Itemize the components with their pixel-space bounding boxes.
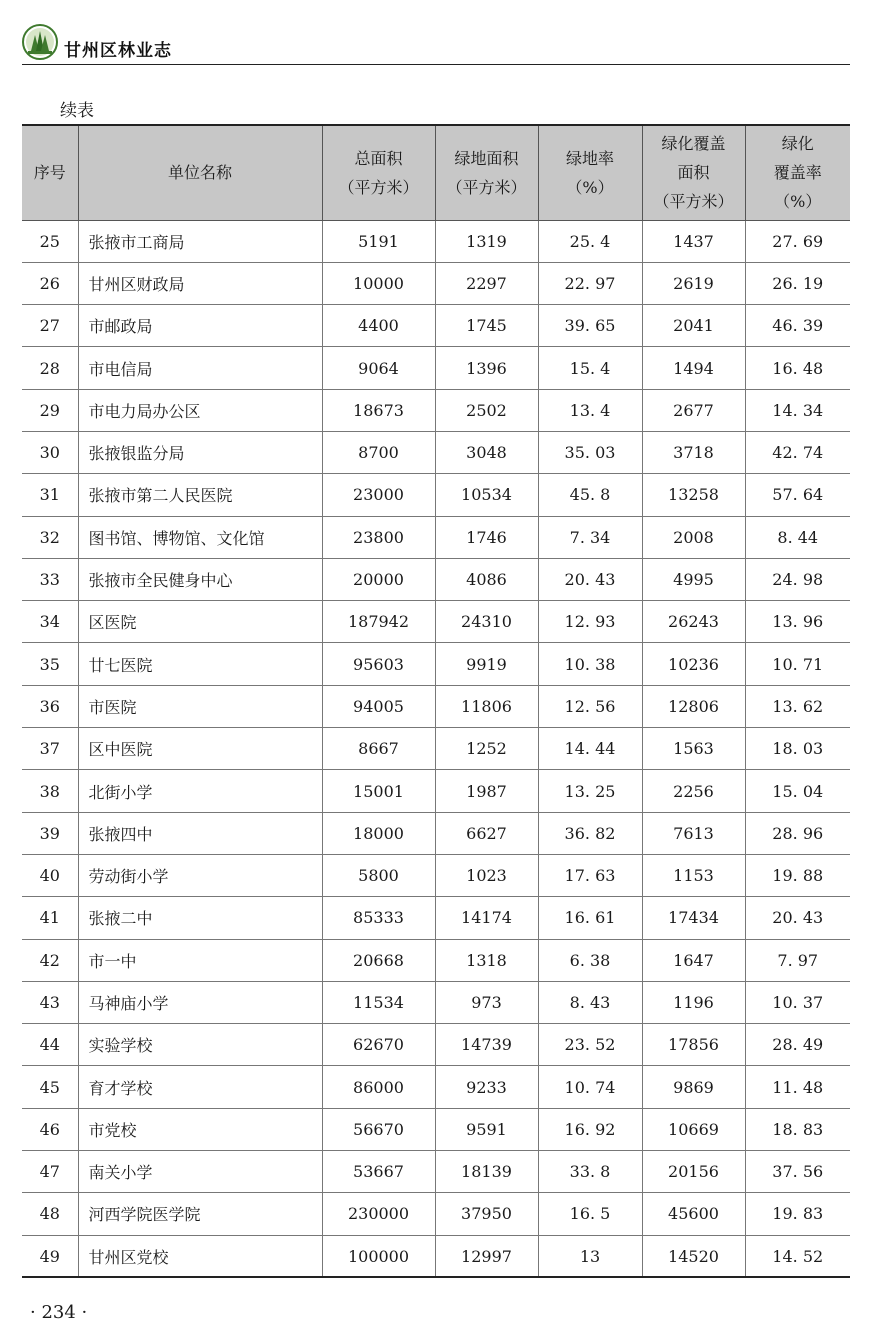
table-cell: 18. 03 — [745, 728, 850, 770]
table-cell: 12997 — [435, 1235, 538, 1277]
table-cell: 7. 34 — [538, 516, 642, 558]
table-cell: 16. 61 — [538, 897, 642, 939]
table-cell: 2619 — [642, 262, 745, 304]
table-cell: 1437 — [642, 220, 745, 262]
table-row — [22, 389, 850, 431]
unit-name-cell: 劳动街小学 — [78, 854, 322, 896]
table-cell: 1318 — [435, 939, 538, 981]
table-cell: 14520 — [642, 1235, 745, 1277]
book-title: 甘州区林业志 — [64, 41, 172, 61]
unit-name-cell: 甘州区党校 — [78, 1235, 322, 1277]
table-cell: 33 — [22, 558, 78, 600]
unit-name-cell: 马神庙小学 — [78, 981, 322, 1023]
table-cell: 46 — [22, 1108, 78, 1150]
table-cell: 9233 — [435, 1066, 538, 1108]
table-cell: 94005 — [322, 685, 435, 727]
table-cell: 1494 — [642, 347, 745, 389]
unit-name-cell: 张掖市工商局 — [78, 220, 322, 262]
table-cell: 10534 — [435, 474, 538, 516]
table-cell: 13258 — [642, 474, 745, 516]
table-cell: 10. 74 — [538, 1066, 642, 1108]
table-cell: 20668 — [322, 939, 435, 981]
table-cell: 11534 — [322, 981, 435, 1023]
table-row — [22, 474, 850, 516]
table-body — [22, 220, 850, 1277]
table-cell: 6627 — [435, 812, 538, 854]
table-cell: 41 — [22, 897, 78, 939]
table-cell: 10. 38 — [538, 643, 642, 685]
table-cell: 35 — [22, 643, 78, 685]
table-cell: 1563 — [642, 728, 745, 770]
table-cell: 25 — [22, 220, 78, 262]
table-cell: 4086 — [435, 558, 538, 600]
table-cell: 13 — [538, 1235, 642, 1277]
table-cell: 95603 — [322, 643, 435, 685]
unit-name-cell: 市邮政局 — [78, 305, 322, 347]
table-cell: 22. 97 — [538, 262, 642, 304]
table-cell: 2008 — [642, 516, 745, 558]
table-cell: 1023 — [435, 854, 538, 896]
table-cell: 23. 52 — [538, 1024, 642, 1066]
table-cell: 19. 88 — [745, 854, 850, 896]
table-cell: 1987 — [435, 770, 538, 812]
table-cell: 10000 — [322, 262, 435, 304]
table-cell: 29 — [22, 389, 78, 431]
column-header: 绿化 覆盖率 （%） — [745, 125, 850, 220]
table-row — [22, 685, 850, 727]
table-cell: 38 — [22, 770, 78, 812]
table-cell: 28. 96 — [745, 812, 850, 854]
table-cell: 20000 — [322, 558, 435, 600]
table-row — [22, 1108, 850, 1150]
unit-name-cell: 张掖市第二人民医院 — [78, 474, 322, 516]
table-cell: 18673 — [322, 389, 435, 431]
table-cell: 28 — [22, 347, 78, 389]
table-cell: 1745 — [435, 305, 538, 347]
table-cell: 13. 4 — [538, 389, 642, 431]
table-cell: 24310 — [435, 601, 538, 643]
table-cell: 17. 63 — [538, 854, 642, 896]
table-cell: 27 — [22, 305, 78, 347]
table-cell: 1746 — [435, 516, 538, 558]
table-header-row — [22, 125, 850, 220]
unit-name-cell: 区医院 — [78, 601, 322, 643]
column-header: 序号 — [22, 125, 78, 220]
table-cell: 15. 4 — [538, 347, 642, 389]
table-cell: 33. 8 — [538, 1151, 642, 1193]
table-cell: 1153 — [642, 854, 745, 896]
table-cell: 53667 — [322, 1151, 435, 1193]
table-row — [22, 558, 850, 600]
table-cell: 2297 — [435, 262, 538, 304]
table-cell: 37. 56 — [745, 1151, 850, 1193]
table-cell: 20. 43 — [745, 897, 850, 939]
table-cell: 44 — [22, 1024, 78, 1066]
table-cell: 35. 03 — [538, 431, 642, 473]
table-cell: 36 — [22, 685, 78, 727]
unit-name-cell: 图书馆、博物馆、文化馆 — [78, 516, 322, 558]
table-cell: 6. 38 — [538, 939, 642, 981]
table-cell: 17434 — [642, 897, 745, 939]
table-cell: 23800 — [322, 516, 435, 558]
table-cell: 45. 8 — [538, 474, 642, 516]
table-cell: 8. 43 — [538, 981, 642, 1023]
unit-name-cell: 市电力局办公区 — [78, 389, 322, 431]
table-cell: 30 — [22, 431, 78, 473]
unit-name-cell: 南关小学 — [78, 1151, 322, 1193]
table-cell: 25. 4 — [538, 220, 642, 262]
table-row — [22, 812, 850, 854]
table-cell: 20156 — [642, 1151, 745, 1193]
page-header — [22, 24, 850, 65]
table-cell: 12. 56 — [538, 685, 642, 727]
unit-name-cell: 市一中 — [78, 939, 322, 981]
table-cell: 100000 — [322, 1235, 435, 1277]
unit-name-cell: 张掖市全民健身中心 — [78, 558, 322, 600]
unit-name-cell: 张掖二中 — [78, 897, 322, 939]
table-cell: 8667 — [322, 728, 435, 770]
table-cell: 2677 — [642, 389, 745, 431]
table-row — [22, 770, 850, 812]
table-cell: 18139 — [435, 1151, 538, 1193]
table-cell: 42 — [22, 939, 78, 981]
table-cell: 34 — [22, 601, 78, 643]
table-cell: 5191 — [322, 220, 435, 262]
table-cell: 20. 43 — [538, 558, 642, 600]
table-continued-caption: 续表 — [60, 101, 94, 121]
table-cell: 39 — [22, 812, 78, 854]
table-row — [22, 728, 850, 770]
table-row — [22, 601, 850, 643]
table-cell: 24. 98 — [745, 558, 850, 600]
table-row — [22, 431, 850, 473]
table-row — [22, 1235, 850, 1277]
table-row — [22, 981, 850, 1023]
table-cell: 26. 19 — [745, 262, 850, 304]
table-cell: 5800 — [322, 854, 435, 896]
table-cell: 14174 — [435, 897, 538, 939]
table-cell: 48 — [22, 1193, 78, 1235]
unit-name-cell: 张掖银监分局 — [78, 431, 322, 473]
table-cell: 13. 62 — [745, 685, 850, 727]
unit-name-cell: 育才学校 — [78, 1066, 322, 1108]
unit-name-cell: 市党校 — [78, 1108, 322, 1150]
table-cell: 230000 — [322, 1193, 435, 1235]
table-cell: 3718 — [642, 431, 745, 473]
table-row — [22, 1024, 850, 1066]
table-cell: 1396 — [435, 347, 538, 389]
table-cell: 9919 — [435, 643, 538, 685]
table-cell: 4400 — [322, 305, 435, 347]
table-cell: 9591 — [435, 1108, 538, 1150]
table-cell: 49 — [22, 1235, 78, 1277]
table-cell: 14. 52 — [745, 1235, 850, 1277]
table-cell: 47 — [22, 1151, 78, 1193]
table-cell: 8700 — [322, 431, 435, 473]
table-row — [22, 939, 850, 981]
column-header: 绿化覆盖 面积 （平方米） — [642, 125, 745, 220]
table-row — [22, 262, 850, 304]
forest-emblem-icon — [22, 24, 58, 60]
table-cell: 2502 — [435, 389, 538, 431]
table-cell: 56670 — [322, 1108, 435, 1150]
table-row — [22, 643, 850, 685]
unit-name-cell: 市医院 — [78, 685, 322, 727]
unit-name-cell: 河西学院医学院 — [78, 1193, 322, 1235]
table-cell: 86000 — [322, 1066, 435, 1108]
table-cell: 10. 37 — [745, 981, 850, 1023]
table-cell: 1319 — [435, 220, 538, 262]
unit-name-cell: 实验学校 — [78, 1024, 322, 1066]
table-cell: 36. 82 — [538, 812, 642, 854]
table-cell: 13. 96 — [745, 601, 850, 643]
column-header: 单位名称 — [78, 125, 322, 220]
table-cell: 2256 — [642, 770, 745, 812]
table-cell: 7. 97 — [745, 939, 850, 981]
table-row — [22, 1193, 850, 1235]
unit-name-cell: 区中医院 — [78, 728, 322, 770]
table-cell: 16. 5 — [538, 1193, 642, 1235]
table-cell: 11806 — [435, 685, 538, 727]
unit-name-cell: 廿七医院 — [78, 643, 322, 685]
unit-name-cell: 张掖四中 — [78, 812, 322, 854]
table-cell: 2041 — [642, 305, 745, 347]
table-cell: 7613 — [642, 812, 745, 854]
table-cell: 9064 — [322, 347, 435, 389]
unit-name-cell: 北街小学 — [78, 770, 322, 812]
table-cell: 45 — [22, 1066, 78, 1108]
table-cell: 4995 — [642, 558, 745, 600]
table-cell: 42. 74 — [745, 431, 850, 473]
column-header: 绿地率 （%） — [538, 125, 642, 220]
table-cell: 12806 — [642, 685, 745, 727]
table-cell: 1196 — [642, 981, 745, 1023]
table-cell: 14. 44 — [538, 728, 642, 770]
table-row — [22, 305, 850, 347]
table-cell: 40 — [22, 854, 78, 896]
table-cell: 13. 25 — [538, 770, 642, 812]
table-cell: 9869 — [642, 1066, 745, 1108]
table-cell: 23000 — [322, 474, 435, 516]
table-cell: 10236 — [642, 643, 745, 685]
table-cell: 8. 44 — [745, 516, 850, 558]
table-cell: 26 — [22, 262, 78, 304]
table-cell: 46. 39 — [745, 305, 850, 347]
table-cell: 62670 — [322, 1024, 435, 1066]
table-cell: 11. 48 — [745, 1066, 850, 1108]
table-cell: 187942 — [322, 601, 435, 643]
table-cell: 3048 — [435, 431, 538, 473]
table-cell: 39. 65 — [538, 305, 642, 347]
table-cell: 10. 71 — [745, 643, 850, 685]
table-cell: 85333 — [322, 897, 435, 939]
table-cell: 16. 48 — [745, 347, 850, 389]
table-cell: 14739 — [435, 1024, 538, 1066]
table-row — [22, 516, 850, 558]
table-cell: 16. 92 — [538, 1108, 642, 1150]
table-row — [22, 854, 850, 896]
table-cell: 37950 — [435, 1193, 538, 1235]
table-row — [22, 1066, 850, 1108]
table-row — [22, 897, 850, 939]
table-row — [22, 220, 850, 262]
table-cell: 37 — [22, 728, 78, 770]
table-cell: 45600 — [642, 1193, 745, 1235]
table-cell: 15. 04 — [745, 770, 850, 812]
column-header: 总面积 （平方米） — [322, 125, 435, 220]
table-cell: 31 — [22, 474, 78, 516]
table-row — [22, 1151, 850, 1193]
table-cell: 32 — [22, 516, 78, 558]
table-cell: 18. 83 — [745, 1108, 850, 1150]
table-row — [22, 347, 850, 389]
table-cell: 43 — [22, 981, 78, 1023]
table-cell: 15001 — [322, 770, 435, 812]
table-cell: 10669 — [642, 1108, 745, 1150]
table-cell: 973 — [435, 981, 538, 1023]
unit-name-cell: 市电信局 — [78, 347, 322, 389]
table-cell: 27. 69 — [745, 220, 850, 262]
table-cell: 57. 64 — [745, 474, 850, 516]
column-header: 绿地面积 （平方米） — [435, 125, 538, 220]
unit-name-cell: 甘州区财政局 — [78, 262, 322, 304]
table-cell: 1252 — [435, 728, 538, 770]
table-cell: 28. 49 — [745, 1024, 850, 1066]
table-cell: 14. 34 — [745, 389, 850, 431]
table-cell: 17856 — [642, 1024, 745, 1066]
page-number: · 234 · — [30, 1302, 88, 1323]
table-cell: 12. 93 — [538, 601, 642, 643]
table-cell: 19. 83 — [745, 1193, 850, 1235]
table-cell: 26243 — [642, 601, 745, 643]
table-cell: 18000 — [322, 812, 435, 854]
greening-table — [22, 124, 850, 1278]
table-cell: 1647 — [642, 939, 745, 981]
